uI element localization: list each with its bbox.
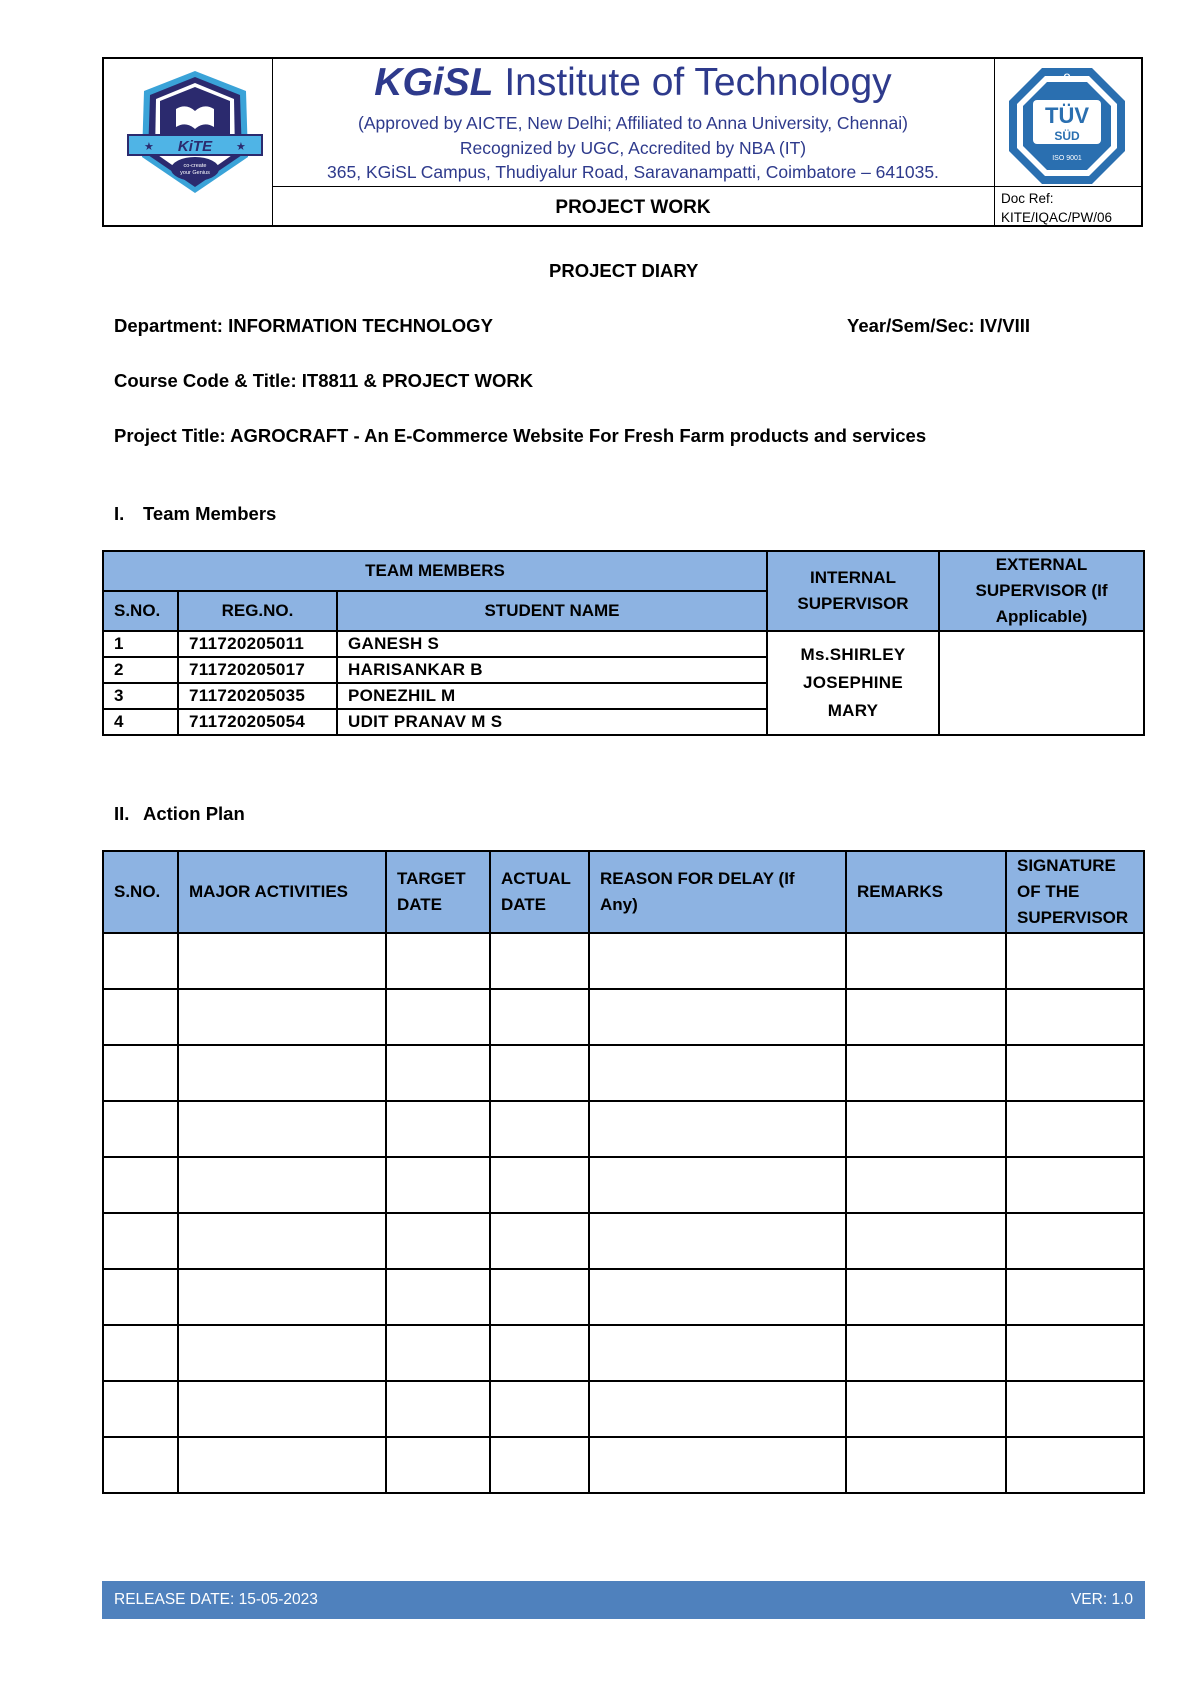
reg-cell: 711720205011 (178, 631, 337, 657)
year-sem-field: Year/Sem/Sec: IV/VIII (847, 315, 1031, 336)
target-date-cell[interactable] (386, 1325, 490, 1381)
internal-supervisor-line-1: Ms.SHIRLEY (800, 645, 906, 664)
signature-cell[interactable] (1006, 1437, 1144, 1493)
actual-date-cell[interactable] (490, 1213, 589, 1269)
name-header: STUDENT NAME (337, 591, 767, 631)
section-title: PROJECT WORK (555, 197, 711, 218)
reason-header: REASON FOR DELAY (If Any) (589, 851, 846, 933)
signature-cell[interactable] (1006, 1325, 1144, 1381)
sno-cell[interactable] (103, 1213, 178, 1269)
activity-cell[interactable] (178, 1325, 386, 1381)
signature-cell[interactable] (1006, 1269, 1144, 1325)
internal-supervisor-line-2: JOSEPHINE MARY (803, 673, 904, 720)
page-footer (102, 1581, 1145, 1619)
doc-ref-label: Doc Ref: (1001, 191, 1054, 206)
release-date: RELEASE DATE: 15-05-2023 (114, 1591, 318, 1608)
target-date-cell[interactable] (386, 1437, 490, 1493)
remarks-cell[interactable] (846, 1437, 1006, 1493)
table-row (103, 933, 1144, 989)
remarks-cell[interactable] (846, 1157, 1006, 1213)
table-row (103, 1213, 1144, 1269)
external-supervisor-cell (939, 631, 1144, 735)
sno-cell[interactable] (103, 933, 178, 989)
sno-cell: 4 (103, 709, 178, 735)
reason-cell[interactable] (589, 1045, 846, 1101)
activity-cell[interactable] (178, 1101, 386, 1157)
sno-cell[interactable] (103, 1157, 178, 1213)
actual-date-cell[interactable] (490, 1269, 589, 1325)
name-cell: HARISANKAR B (337, 657, 767, 683)
svg-text:★: ★ (236, 140, 246, 153)
table-row (103, 1381, 1144, 1437)
actual-date-cell[interactable] (490, 1325, 589, 1381)
svg-text:TÜV: TÜV (1045, 103, 1089, 128)
actual-date-header: ACTUAL DATE (490, 851, 589, 933)
activities-header: MAJOR ACTIVITIES (178, 851, 386, 933)
reg-cell: 711720205017 (178, 657, 337, 683)
team-group-header: TEAM MEMBERS (103, 551, 767, 591)
target-date-cell[interactable] (386, 989, 490, 1045)
sno-cell[interactable] (103, 1437, 178, 1493)
activity-cell[interactable] (178, 1269, 386, 1325)
sno-cell[interactable] (103, 1325, 178, 1381)
signature-cell[interactable] (1006, 933, 1144, 989)
doc-ref-value: KITE/IQAC/PW/06 (1001, 210, 1113, 225)
remarks-cell[interactable] (846, 989, 1006, 1045)
signature-cell[interactable] (1006, 1045, 1144, 1101)
institute-brand: KGiSL (374, 61, 494, 104)
target-date-header: TARGET DATE (386, 851, 490, 933)
activity-cell[interactable] (178, 989, 386, 1045)
activity-cell[interactable] (178, 1437, 386, 1493)
activity-cell[interactable] (178, 1213, 386, 1269)
signature-cell[interactable] (1006, 1381, 1144, 1437)
header-divider (994, 59, 995, 225)
sno-cell[interactable] (103, 1381, 178, 1437)
reg-header: REG.NO. (178, 591, 337, 631)
sno-header: S.NO. (103, 591, 178, 631)
svg-text:★: ★ (144, 140, 154, 153)
actual-date-cell[interactable] (490, 1157, 589, 1213)
table-row (103, 989, 1144, 1045)
team-section-title: Team Members (143, 503, 277, 524)
external-supervisor-header: EXTERNAL SUPERVISOR (If Applicable) (939, 551, 1144, 631)
approval-line: (Approved by AICTE, New Delhi; Affiliated to Anna University, Chennai) (358, 113, 908, 133)
reason-cell[interactable] (589, 1437, 846, 1493)
institute-name: Institute of Technology (504, 61, 892, 104)
table-row (103, 1325, 1144, 1381)
name-cell: PONEZHIL M (337, 683, 767, 709)
reason-cell[interactable] (589, 1269, 846, 1325)
actual-date-cell[interactable] (490, 933, 589, 989)
sno-cell: 2 (103, 657, 178, 683)
team-section-number: I. (114, 503, 125, 524)
action-section-number: II. (114, 803, 130, 824)
signature-cell[interactable] (1006, 1101, 1144, 1157)
internal-supervisor-cell (767, 631, 939, 735)
activity-cell[interactable] (178, 1381, 386, 1437)
remarks-cell[interactable] (846, 1269, 1006, 1325)
address-line: 365, KGiSL Campus, Thudiyalur Road, Saravanampatti, Coimbatore – 641035. (327, 162, 939, 182)
target-date-cell[interactable] (386, 1101, 490, 1157)
activity-cell[interactable] (178, 933, 386, 989)
actual-date-cell[interactable] (490, 989, 589, 1045)
remarks-cell[interactable] (846, 1325, 1006, 1381)
table-row (103, 1101, 1144, 1157)
table-row (103, 1157, 1144, 1213)
reason-cell[interactable] (589, 1101, 846, 1157)
page-title: PROJECT DIARY (549, 260, 699, 281)
actual-date-cell[interactable] (490, 1101, 589, 1157)
actual-date-cell[interactable] (490, 1437, 589, 1493)
version-label: VER: 1.0 (1070, 1591, 1133, 1608)
kite-logo (126, 69, 264, 197)
signature-header: SIGNATURE OF THE SUPERVISOR (1006, 851, 1144, 933)
target-date-cell[interactable] (386, 1157, 490, 1213)
recognition-line: Recognized by UGC, Accredited by NBA (IT) (459, 138, 807, 158)
svg-text:Q: Q (1063, 72, 1071, 82)
name-cell: GANESH S (337, 631, 767, 657)
team-members-table (102, 550, 1145, 736)
target-date-cell[interactable] (386, 1213, 490, 1269)
remarks-cell[interactable] (846, 933, 1006, 989)
sno-cell[interactable] (103, 1269, 178, 1325)
remarks-header: REMARKS (846, 851, 1006, 933)
target-date-cell[interactable] (386, 1381, 490, 1437)
actual-date-cell[interactable] (490, 1045, 589, 1101)
reg-cell: 711720205035 (178, 683, 337, 709)
svg-text:co-create: co-create (183, 163, 207, 169)
remarks-cell[interactable] (846, 1381, 1006, 1437)
table-row (103, 631, 1144, 657)
doc-ref (1001, 189, 1112, 227)
activity-cell[interactable] (178, 1157, 386, 1213)
reg-cell: 711720205054 (178, 709, 337, 735)
target-date-cell[interactable] (386, 933, 490, 989)
target-date-cell[interactable] (386, 1045, 490, 1101)
reason-cell[interactable] (589, 933, 846, 989)
project-title-field: Project Title: AGROCRAFT - An E-Commerce Website For Fresh Farm products and services (114, 425, 927, 446)
reason-cell[interactable] (589, 1325, 846, 1381)
department-field: Department: INFORMATION TECHNOLOGY (114, 315, 493, 336)
signature-cell[interactable] (1006, 989, 1144, 1045)
sno-cell: 1 (103, 631, 178, 657)
sno-header: S.NO. (103, 851, 178, 933)
sno-cell[interactable] (103, 1101, 178, 1157)
remarks-cell[interactable] (846, 1045, 1006, 1101)
reason-cell[interactable] (589, 1157, 846, 1213)
signature-cell[interactable] (1006, 1157, 1144, 1213)
sno-cell[interactable] (103, 1045, 178, 1101)
remarks-cell[interactable] (846, 1213, 1006, 1269)
actual-date-cell[interactable] (490, 1381, 589, 1437)
table-row (103, 1269, 1144, 1325)
action-plan-table (102, 850, 1145, 1494)
tuv-sud-logo (1007, 66, 1127, 186)
institute-title (272, 61, 994, 105)
internal-supervisor-header: INTERNAL SUPERVISOR (767, 551, 939, 631)
svg-text:KiTE: KiTE (177, 138, 213, 155)
reason-cell[interactable] (589, 1381, 846, 1437)
table-row (103, 1045, 1144, 1101)
remarks-cell[interactable] (846, 1101, 1006, 1157)
svg-text:ISO 9001: ISO 9001 (1052, 155, 1082, 162)
name-cell: UDIT PRANAV M S (337, 709, 767, 735)
signature-cell[interactable] (1006, 1213, 1144, 1269)
reason-cell[interactable] (589, 1213, 846, 1269)
svg-text:SÜD: SÜD (1054, 129, 1080, 143)
target-date-cell[interactable] (386, 1269, 490, 1325)
document-header (102, 57, 1143, 227)
header-divider (272, 186, 1141, 187)
sno-cell[interactable] (103, 989, 178, 1045)
table-row (103, 1437, 1144, 1493)
svg-text:your Genius: your Genius (180, 170, 210, 176)
action-section-heading (114, 803, 245, 825)
action-section-title: Action Plan (143, 803, 245, 824)
team-section-heading (114, 503, 276, 525)
reason-cell[interactable] (589, 989, 846, 1045)
activity-cell[interactable] (178, 1045, 386, 1101)
course-field: Course Code & Title: IT8811 & PROJECT WORK (114, 370, 534, 391)
sno-cell: 3 (103, 683, 178, 709)
